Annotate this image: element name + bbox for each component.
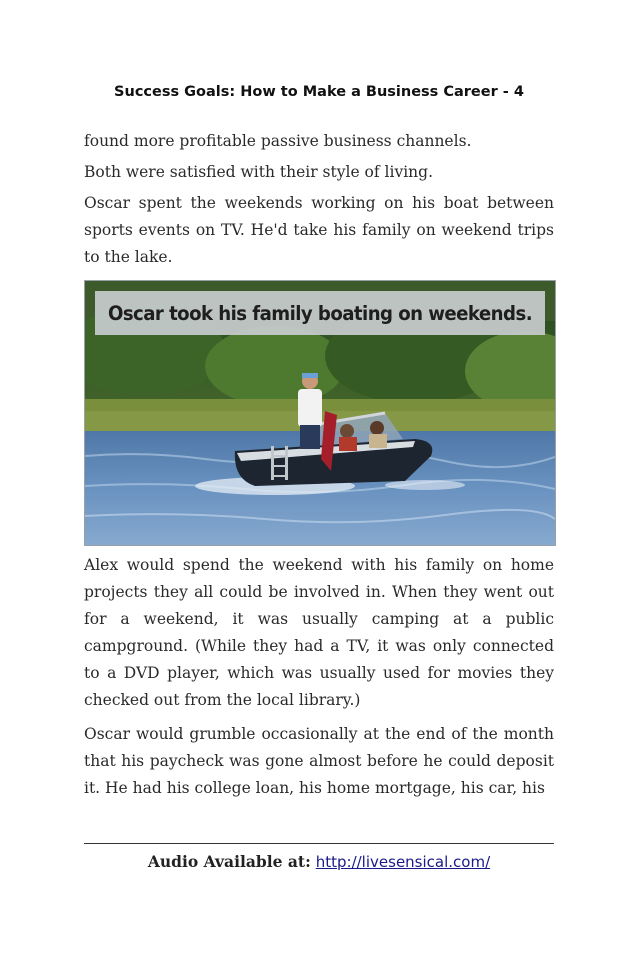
paragraph: Alex would spend the weekend with his family on home projects they all could be involved in. When they went out for a weekend, it was usually camping at a public campground. (While they had a TV, it was only connected to a DVD player, which was usually used for movies they checked out from the local library.) (84, 556, 554, 709)
paragraph: found more profitable passive business channels. (84, 132, 472, 150)
page-content (84, 128, 554, 809)
photo-caption: Oscar took his family boating on weekends. (107, 301, 533, 325)
page-header: Success Goals: How to Make a Business Career - 4 (114, 84, 524, 100)
photo-caption-bar (95, 291, 545, 335)
page-footer (0, 852, 638, 871)
audio-link[interactable]: http://livesensical.com/ (315, 853, 491, 871)
paragraph: Oscar spent the weekends working on his boat between sports events on TV. He'd take his family on weekend trips to the lake. (84, 194, 554, 266)
audio-label: Audio Available at: (147, 852, 311, 871)
footer-divider (84, 843, 554, 844)
paragraph: Both were satisfied with their style of living. (84, 163, 433, 181)
boat-photo (84, 280, 556, 546)
paragraph: Oscar would grumble occasionally at the end of the month that his paycheck was gone almost before he could deposit it. He had his college loan, his home mortgage, his car, his (84, 725, 554, 797)
